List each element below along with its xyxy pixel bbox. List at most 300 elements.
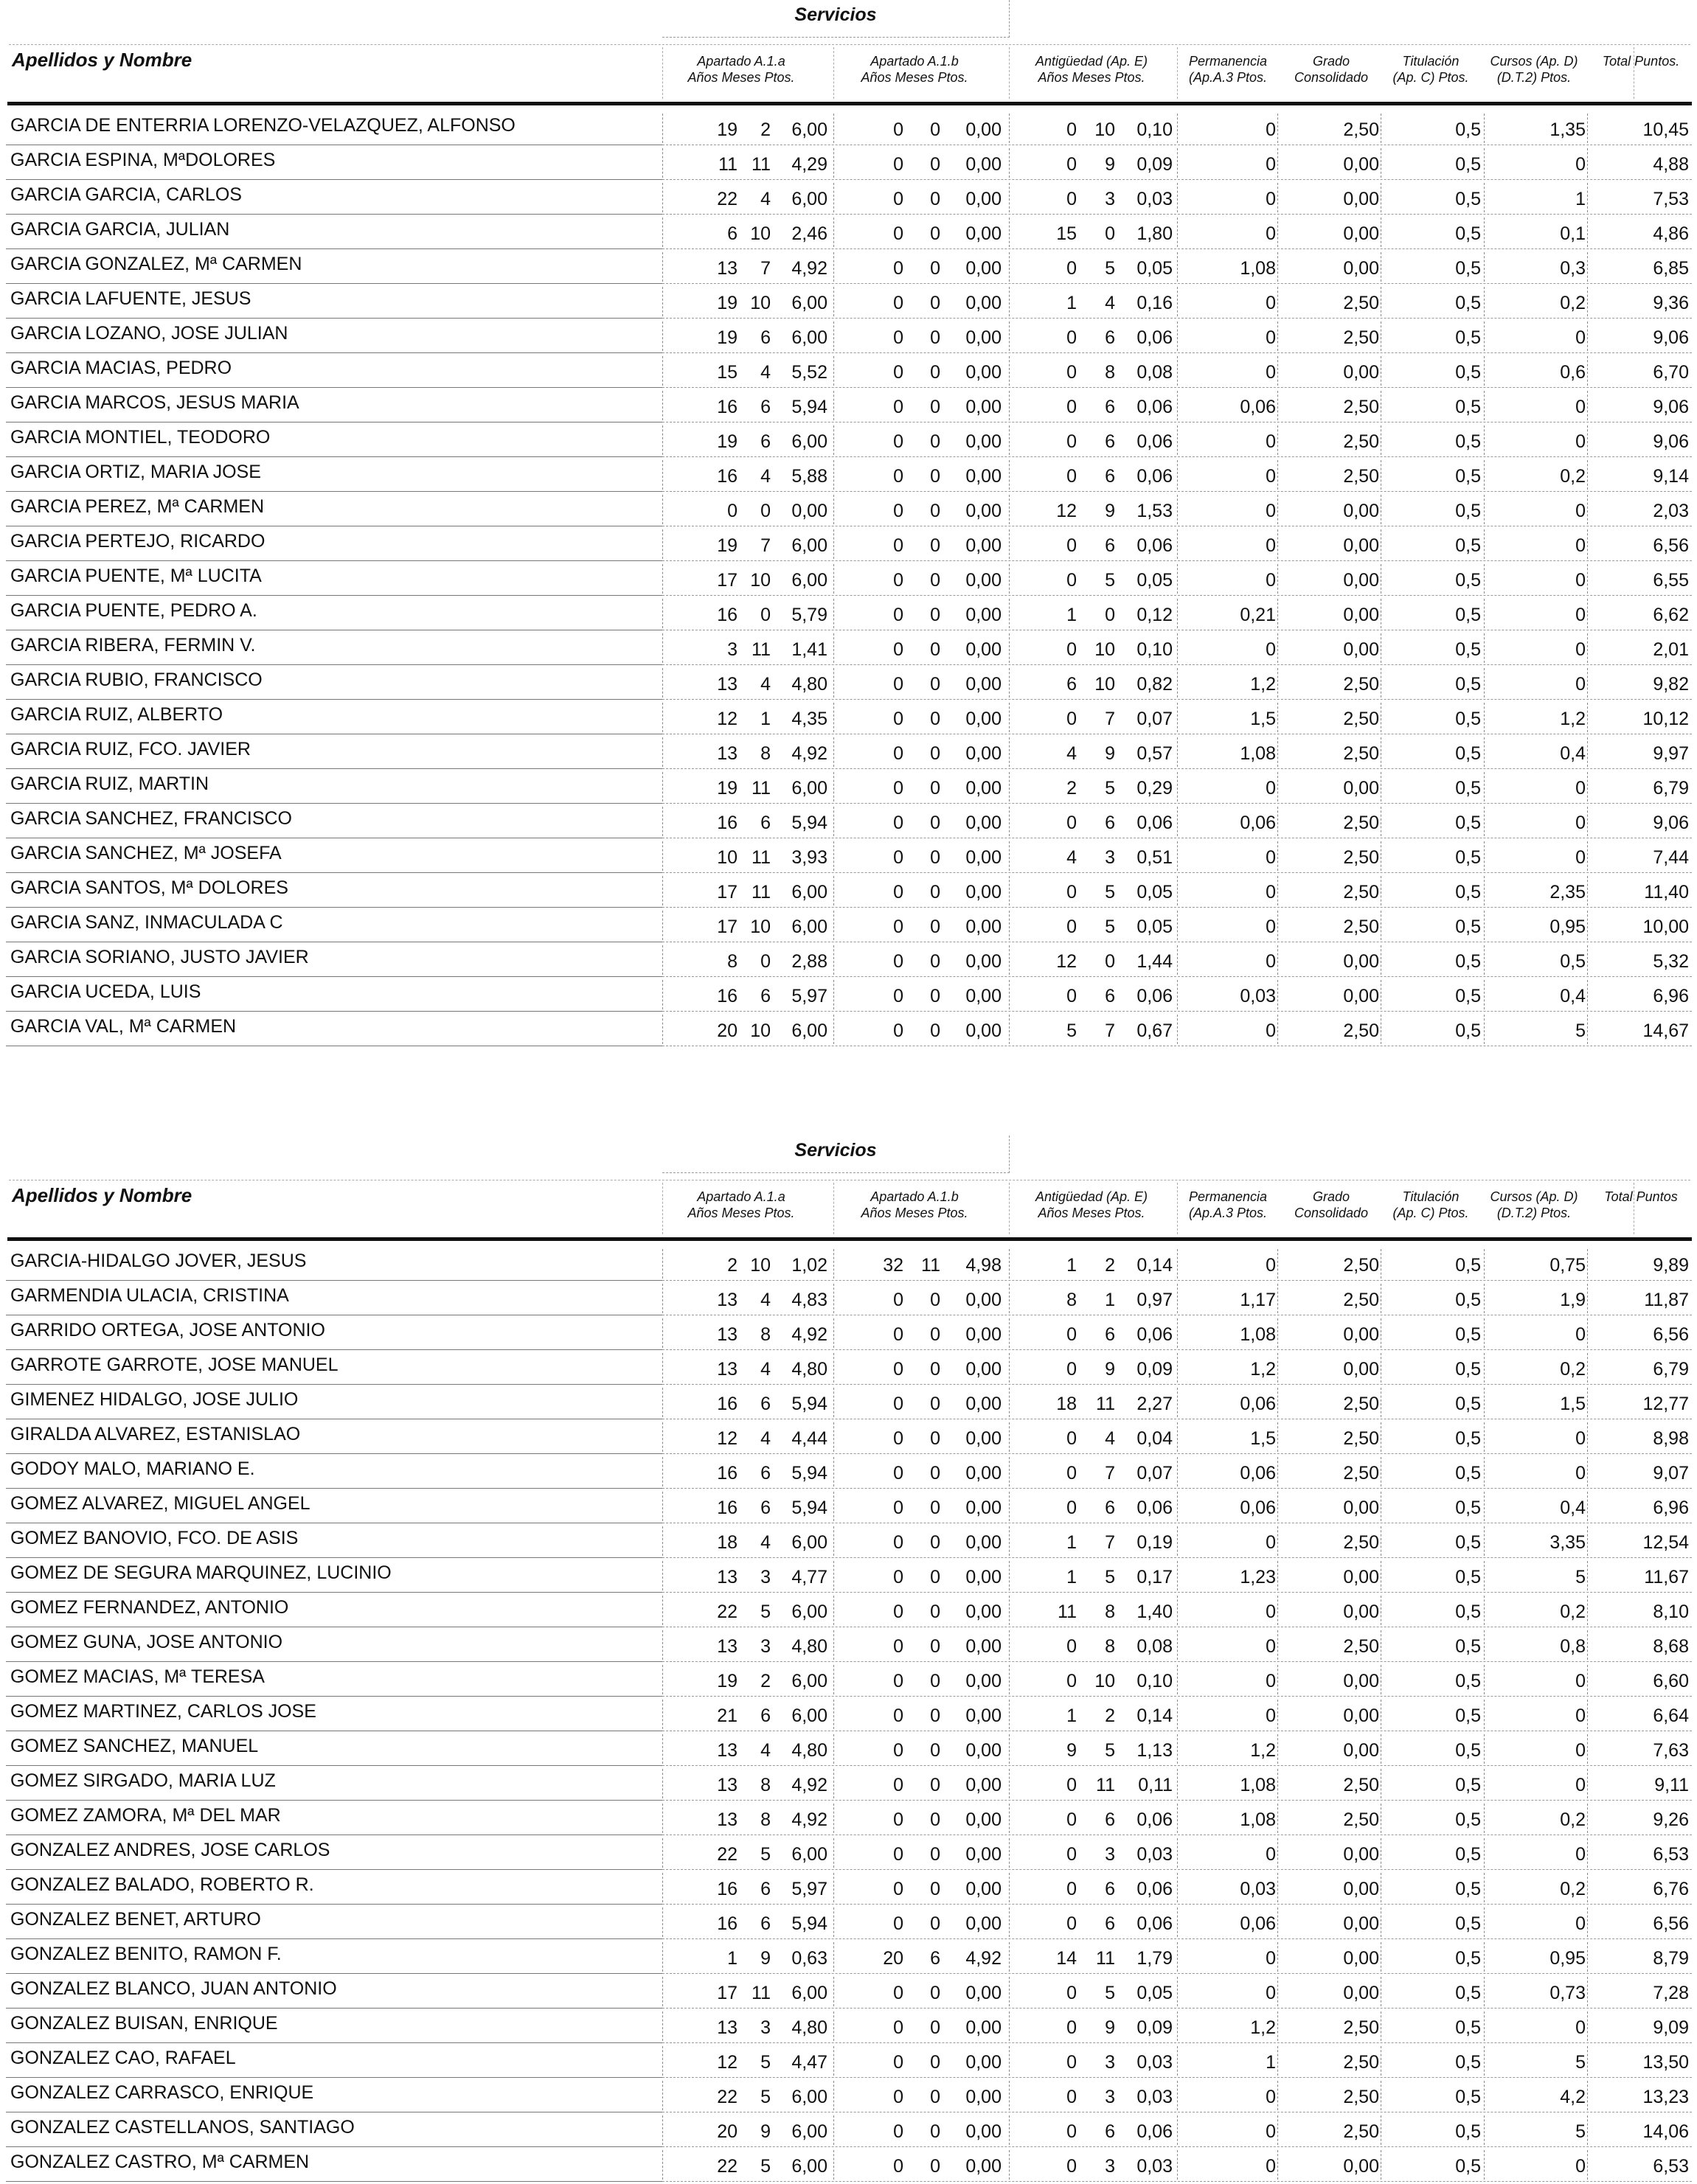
cell-a1a-points: 4,80	[791, 1636, 827, 1657]
cell-ant-points: 0,07	[1136, 709, 1173, 729]
column-separator	[1009, 1838, 1010, 1868]
cell-a1a-points: 4,83	[791, 1290, 827, 1310]
cell-grado: 0,00	[1343, 951, 1379, 972]
column-separator	[1177, 1907, 1178, 1937]
cell-total: 9,89	[1653, 1255, 1689, 1276]
cell-cursos: 0,6	[1560, 362, 1586, 383]
cell-ant-points: 0,08	[1136, 362, 1173, 383]
cell-a1b-months: 0	[930, 986, 940, 1006]
column-separator	[1009, 1942, 1010, 1972]
cell-a1b-points: 0,00	[965, 674, 1002, 695]
column-separator	[1587, 841, 1588, 871]
cell-cursos: 0	[1575, 570, 1586, 591]
cell-a1b-years: 0	[893, 1020, 903, 1041]
column-separator	[662, 425, 663, 455]
cell-ant-points: 0,03	[1136, 2087, 1173, 2107]
cell-cursos: 0	[1575, 535, 1586, 556]
column-separator	[662, 1015, 663, 1044]
column-separator	[662, 1353, 663, 1383]
column-separator	[1587, 495, 1588, 524]
cell-permanencia: 0	[1266, 1948, 1276, 1969]
cell-a1a-years: 22	[717, 2087, 738, 2107]
cell-a1a-months: 5	[760, 2052, 771, 2073]
column-separator	[833, 2150, 834, 2180]
cell-titulacion: 0,5	[1455, 1290, 1481, 1310]
column-separator	[1009, 391, 1010, 420]
cell-cursos: 1	[1575, 189, 1586, 209]
column-separator	[662, 2046, 663, 2076]
cell-cursos: 0	[1575, 1740, 1586, 1761]
cell-ant-months: 5	[1105, 1983, 1115, 2003]
cell-permanencia: 1,17	[1240, 1290, 1276, 1310]
cell-permanencia: 0	[1266, 951, 1276, 972]
cell-total: 6,56	[1653, 1913, 1689, 1934]
cell-a1b-years: 0	[893, 570, 903, 591]
cell-a1a-years: 20	[717, 2121, 738, 2142]
column-separator	[833, 1015, 834, 1044]
cell-ant-points: 0,03	[1136, 1844, 1173, 1865]
column-separator	[1587, 2081, 1588, 2110]
cell-a1b-years: 0	[893, 1983, 903, 2003]
cell-name: GONZALEZ BLANCO, JUAN ANTONIO	[10, 1978, 337, 1999]
cell-grado: 0,00	[1343, 1671, 1379, 1691]
column-separator	[1009, 564, 1010, 594]
cell-ant-months: 6	[1105, 1498, 1115, 1518]
cell-grado: 0,00	[1343, 639, 1379, 660]
table-row	[0, 2147, 1697, 2182]
cell-a1a-points: 6,00	[791, 1705, 827, 1726]
cell-ant-points: 0,09	[1136, 2017, 1173, 2038]
column-separator	[1484, 1700, 1485, 1729]
cell-a1a-months: 3	[760, 1567, 771, 1587]
cell-a1b-points: 0,00	[965, 293, 1002, 313]
column-separator	[1277, 2081, 1278, 2110]
cell-name: GOMEZ MARTINEZ, CARLOS JOSE	[10, 1701, 316, 1722]
cell-a1a-points: 0,63	[791, 1948, 827, 1969]
column-separator	[1587, 1526, 1588, 1556]
cell-total: 9,82	[1653, 674, 1689, 695]
column-separator	[662, 1561, 663, 1590]
cell-ant-years: 1	[1066, 293, 1077, 313]
cell-a1b-months: 0	[930, 917, 940, 937]
column-separator	[1009, 668, 1010, 698]
cell-name: GIRALDA ALVAREZ, ESTANISLAO	[10, 1424, 301, 1444]
column-separator	[1587, 1838, 1588, 1868]
cell-permanencia: 0	[1266, 1255, 1276, 1276]
cell-permanencia: 0	[1266, 1636, 1276, 1657]
column-separator	[833, 2011, 834, 2041]
header-a1a-sub: Años Meses Ptos.	[687, 70, 795, 85]
cell-ant-years: 0	[1066, 397, 1077, 417]
cell-grado: 2,50	[1343, 2087, 1379, 2107]
column-separator	[833, 633, 834, 663]
column-separator	[1587, 356, 1588, 386]
column-separator	[1277, 1838, 1278, 1868]
cell-ant-months: 5	[1105, 1567, 1115, 1587]
column-separator	[1587, 391, 1588, 420]
table-row	[0, 319, 1697, 353]
cell-ant-months: 6	[1105, 397, 1115, 417]
column-separator	[833, 2115, 834, 2145]
cell-a1b-months: 0	[930, 1532, 940, 1553]
column-separator	[1484, 1422, 1485, 1452]
column-separator	[1587, 772, 1588, 801]
column-separator	[662, 1388, 663, 1417]
cell-ant-years: 2	[1066, 778, 1077, 799]
column-separator	[1177, 1318, 1178, 1348]
cell-a1a-points: 4,80	[791, 2017, 827, 2038]
cell-a1a-years: 10	[717, 847, 738, 868]
table-row	[0, 353, 1697, 388]
table-row	[0, 1012, 1697, 1046]
cell-a1a-points: 5,79	[791, 605, 827, 625]
column-separator	[662, 287, 663, 316]
column-separator	[1009, 2011, 1010, 2041]
cell-ant-months: 6	[1105, 466, 1115, 487]
cell-a1a-years: 22	[717, 2156, 738, 2177]
cell-a1a-years: 17	[717, 1983, 738, 2003]
cell-a1a-points: 4,44	[791, 1428, 827, 1449]
cell-cursos: 0	[1575, 605, 1586, 625]
cell-ant-months: 6	[1105, 1879, 1115, 1899]
cell-a1b-months: 0	[930, 1809, 940, 1830]
cell-a1b-months: 0	[930, 154, 940, 175]
column-separator	[662, 460, 663, 490]
row-rule	[662, 2181, 1692, 2182]
column-separator	[1484, 2011, 1485, 2041]
cell-total: 6,64	[1653, 1705, 1689, 1726]
cell-cursos: 0	[1575, 639, 1586, 660]
cell-permanencia: 1,23	[1240, 1567, 1276, 1587]
column-separator	[1009, 876, 1010, 905]
column-separator	[1484, 1734, 1485, 1764]
cell-a1b-years: 0	[893, 327, 903, 348]
column-separator	[833, 1838, 834, 1868]
cell-cursos: 0,8	[1560, 1636, 1586, 1657]
cell-a1b-points: 0,00	[965, 1775, 1002, 1795]
cell-ant-years: 0	[1066, 466, 1077, 487]
cell-ant-years: 6	[1066, 674, 1077, 695]
column-separator	[662, 183, 663, 212]
cell-a1a-months: 8	[760, 1809, 771, 1830]
column-separator	[1484, 1249, 1485, 1279]
cell-a1b-points: 0,00	[965, 535, 1002, 556]
column-separator	[1484, 945, 1485, 975]
cell-cursos: 0,4	[1560, 743, 1586, 764]
column-separator	[1009, 1388, 1010, 1417]
cell-cursos: 2,35	[1549, 882, 1586, 903]
cell-ant-points: 0,04	[1136, 1428, 1173, 1449]
cell-titulacion: 0,5	[1455, 1428, 1481, 1449]
cell-ant-points: 0,06	[1136, 1879, 1173, 1899]
cell-a1a-months: 6	[760, 1463, 771, 1484]
cell-ant-months: 11	[1096, 1775, 1115, 1795]
cell-grado: 0,00	[1343, 535, 1379, 556]
cell-a1b-months: 0	[930, 189, 940, 209]
column-separator	[1277, 148, 1278, 178]
cell-a1a-months: 9	[760, 1948, 771, 1969]
header-titulacion-sub: (Ap. C) Ptos.	[1392, 70, 1469, 85]
cell-a1b-months: 0	[930, 1983, 940, 2003]
column-separator	[833, 911, 834, 940]
cell-total: 6,60	[1653, 1671, 1689, 1691]
cell-cursos: 4,2	[1560, 2087, 1586, 2107]
cell-total: 14,67	[1642, 1020, 1689, 1041]
cell-titulacion: 0,5	[1455, 1809, 1481, 1830]
cell-a1b-months: 0	[930, 743, 940, 764]
column-separator	[1177, 1665, 1178, 1694]
column-separator	[1484, 564, 1485, 594]
cell-a1b-points: 0,00	[965, 1983, 1002, 2003]
cell-a1b-points: 0,00	[965, 847, 1002, 868]
table-row	[0, 1593, 1697, 1627]
cell-ant-years: 0	[1066, 1983, 1077, 2003]
column-separator	[1277, 772, 1278, 801]
table-row	[0, 111, 1697, 145]
cell-a1b-months: 0	[930, 2017, 940, 2038]
cell-a1b-points: 0,00	[965, 1809, 1002, 1830]
column-separator	[1277, 321, 1278, 351]
cell-a1a-years: 6	[727, 223, 738, 244]
cell-ant-points: 0,06	[1136, 535, 1173, 556]
table-row	[0, 180, 1697, 215]
cell-a1a-months: 8	[760, 1324, 771, 1345]
cell-ant-points: 1,79	[1136, 1948, 1173, 1969]
cell-a1b-years: 0	[893, 709, 903, 729]
cell-grado: 2,50	[1343, 1020, 1379, 1041]
cell-a1b-months: 0	[930, 327, 940, 348]
cell-a1a-years: 13	[717, 1359, 738, 1380]
cell-name: GARCIA SANCHEZ, Mª JOSEFA	[10, 843, 282, 863]
cell-a1b-years: 20	[883, 1948, 903, 1969]
cell-permanencia: 1	[1266, 2052, 1276, 2073]
cell-ant-points: 0,17	[1136, 1567, 1173, 1587]
cell-total: 2,01	[1653, 639, 1689, 660]
column-separator	[1177, 1457, 1178, 1486]
column-separator	[1177, 529, 1178, 559]
cell-a1a-months: 4	[760, 674, 771, 695]
cell-a1b-months: 0	[930, 1428, 940, 1449]
cell-a1a-years: 13	[717, 1324, 738, 1345]
cell-ant-points: 0,12	[1136, 605, 1173, 625]
cell-ant-months: 11	[1096, 1394, 1115, 1414]
cell-grado: 2,50	[1343, 119, 1379, 140]
cell-grado: 2,50	[1343, 1775, 1379, 1795]
cell-a1a-months: 10	[750, 223, 771, 244]
table-row	[0, 1939, 1697, 1974]
cell-a1b-points: 0,00	[965, 1913, 1002, 1934]
cell-cursos: 0	[1575, 1705, 1586, 1726]
column-separator	[833, 1318, 834, 1348]
cell-titulacion: 0,5	[1455, 362, 1481, 383]
table-row	[0, 1835, 1697, 1870]
column-separator	[1177, 495, 1178, 524]
cell-a1a-months: 10	[750, 570, 771, 591]
cell-permanencia: 0	[1266, 189, 1276, 209]
column-separator	[833, 737, 834, 767]
column-separator	[833, 841, 834, 871]
cell-a1b-years: 0	[893, 2017, 903, 2038]
cell-ant-months: 7	[1105, 1463, 1115, 1484]
cell-name: GARCIA GONZALEZ, Mª CARMEN	[10, 254, 302, 274]
cell-name: GOMEZ GUNA, JOSE ANTONIO	[10, 1632, 283, 1652]
cell-permanencia: 0,06	[1240, 813, 1276, 833]
cell-total: 6,85	[1653, 258, 1689, 279]
table-row	[0, 1558, 1697, 1593]
cell-a1a-months: 4	[760, 466, 771, 487]
column-separator	[662, 2115, 663, 2145]
cell-a1a-months: 8	[760, 1775, 771, 1795]
cell-a1b-months: 0	[930, 1775, 940, 1795]
cell-ant-points: 0,06	[1136, 1324, 1173, 1345]
cell-a1a-months: 10	[750, 293, 771, 313]
column-separator	[833, 1942, 834, 1972]
column-separator	[1587, 1388, 1588, 1417]
cell-a1b-months: 0	[930, 2052, 940, 2073]
cell-a1b-points: 0,00	[965, 778, 1002, 799]
column-separator	[1484, 841, 1485, 871]
cell-a1b-points: 0,00	[965, 605, 1002, 625]
cell-ant-years: 0	[1066, 2156, 1077, 2177]
column-separator	[1484, 148, 1485, 178]
cell-total: 7,28	[1653, 1983, 1689, 2003]
cell-name: GONZALEZ CASTELLANOS, SANTIAGO	[10, 2117, 355, 2138]
table-row	[0, 942, 1697, 977]
cell-a1a-points: 6,00	[791, 917, 827, 937]
column-separator	[1484, 1353, 1485, 1383]
column-separator	[1009, 807, 1010, 836]
cell-a1a-years: 19	[717, 293, 738, 313]
cell-permanencia: 0	[1266, 501, 1276, 521]
cell-a1a-years: 13	[717, 1290, 738, 1310]
cell-a1b-points: 0,00	[965, 223, 1002, 244]
column-separator	[1587, 1284, 1588, 1313]
column-separator	[833, 564, 834, 594]
cell-permanencia: 0	[1266, 535, 1276, 556]
cell-total: 9,97	[1653, 743, 1689, 764]
header-cursos	[1479, 1189, 1589, 1221]
cell-a1b-months: 0	[930, 639, 940, 660]
column-separator	[1177, 633, 1178, 663]
column-separator	[1177, 287, 1178, 316]
cell-grado: 2,50	[1343, 813, 1379, 833]
column-separator	[1277, 1422, 1278, 1452]
cell-a1b-months: 0	[930, 709, 940, 729]
cell-a1a-years: 17	[717, 917, 738, 937]
column-separator	[1277, 1942, 1278, 1972]
column-separator	[1009, 425, 1010, 455]
cell-grado: 0,00	[1343, 1740, 1379, 1761]
cell-grado: 0,00	[1343, 189, 1379, 209]
header-permanencia	[1180, 53, 1276, 86]
cell-name: GARCIA SANCHEZ, FRANCISCO	[10, 808, 292, 829]
cell-ant-months: 8	[1105, 1636, 1115, 1657]
column-separator	[662, 529, 663, 559]
column-separator	[1484, 807, 1485, 836]
column-separator	[833, 425, 834, 455]
column-separator	[1587, 1561, 1588, 1590]
cell-a1b-years: 0	[893, 189, 903, 209]
column-separator	[1484, 1873, 1485, 1902]
cell-grado: 0,00	[1343, 605, 1379, 625]
column-separator	[1277, 911, 1278, 940]
cell-total: 8,10	[1653, 1602, 1689, 1622]
column-separator	[1177, 2150, 1178, 2180]
cell-a1a-months: 4	[760, 1532, 771, 1553]
cell-a1b-months: 0	[930, 119, 940, 140]
cell-name: GARMENDIA ULACIA, CRISTINA	[10, 1285, 289, 1306]
column-separator	[1177, 599, 1178, 628]
column-separator	[1277, 1873, 1278, 1902]
cell-grado: 2,50	[1343, 2052, 1379, 2073]
column-separator	[833, 599, 834, 628]
cell-a1b-points: 0,00	[965, 154, 1002, 175]
cell-a1b-years: 0	[893, 1913, 903, 1934]
cell-total: 14,06	[1642, 2121, 1689, 2142]
cell-a1a-years: 15	[717, 362, 738, 383]
cell-a1a-months: 4	[760, 1428, 771, 1449]
cell-ant-months: 0	[1105, 223, 1115, 244]
cell-ant-months: 5	[1105, 258, 1115, 279]
column-separator	[1177, 668, 1178, 698]
column-separator	[1177, 1561, 1178, 1590]
cell-titulacion: 0,5	[1455, 1498, 1481, 1518]
cell-a1b-years: 0	[893, 1498, 903, 1518]
cell-a1a-months: 8	[760, 743, 771, 764]
cell-a1b-points: 0,00	[965, 431, 1002, 452]
cell-titulacion: 0,5	[1455, 2052, 1481, 2073]
cell-name: GARCIA ORTIZ, MARIA JOSE	[10, 462, 261, 482]
cell-ant-months: 9	[1105, 501, 1115, 521]
cell-a1b-years: 0	[893, 1532, 903, 1553]
cell-a1b-years: 0	[893, 2156, 903, 2177]
name-column-header: Apellidos y Nombre	[12, 49, 192, 71]
cell-a1b-points: 0,00	[965, 1602, 1002, 1622]
cell-cursos: 0,95	[1549, 917, 1586, 937]
cell-ant-months: 3	[1105, 1844, 1115, 1865]
header-a1a-sub: Años Meses Ptos.	[687, 1206, 795, 1220]
cell-grado: 2,50	[1343, 743, 1379, 764]
column-separator	[1587, 1457, 1588, 1486]
column-separator	[1587, 1700, 1588, 1729]
cell-name: GARCIA MACIAS, PEDRO	[10, 358, 232, 378]
cell-ant-months: 6	[1105, 2121, 1115, 2142]
cell-ant-months: 6	[1105, 327, 1115, 348]
cell-a1a-months: 4	[760, 1290, 771, 1310]
column-separator	[1177, 2081, 1178, 2110]
column-separator	[1484, 114, 1485, 143]
cell-titulacion: 0,5	[1455, 431, 1481, 452]
cell-ant-points: 0,03	[1136, 2156, 1173, 2177]
cell-titulacion: 0,5	[1455, 1705, 1481, 1726]
cell-a1a-months: 4	[760, 189, 771, 209]
table-row	[0, 1350, 1697, 1385]
cell-a1a-years: 16	[717, 813, 738, 833]
table-row	[0, 492, 1697, 526]
column-separator	[662, 668, 663, 698]
cell-ant-months: 3	[1105, 189, 1115, 209]
cell-a1a-points: 6,00	[791, 119, 827, 140]
cell-ant-months: 3	[1105, 847, 1115, 868]
cell-a1b-months: 0	[930, 466, 940, 487]
column-separator	[662, 1284, 663, 1313]
column-separator	[833, 1804, 834, 1833]
cell-a1b-points: 0,00	[965, 986, 1002, 1006]
column-separator	[1177, 945, 1178, 975]
cell-a1a-months: 11	[752, 847, 771, 868]
column-separator	[1009, 356, 1010, 386]
cell-a1b-years: 0	[893, 1809, 903, 1830]
